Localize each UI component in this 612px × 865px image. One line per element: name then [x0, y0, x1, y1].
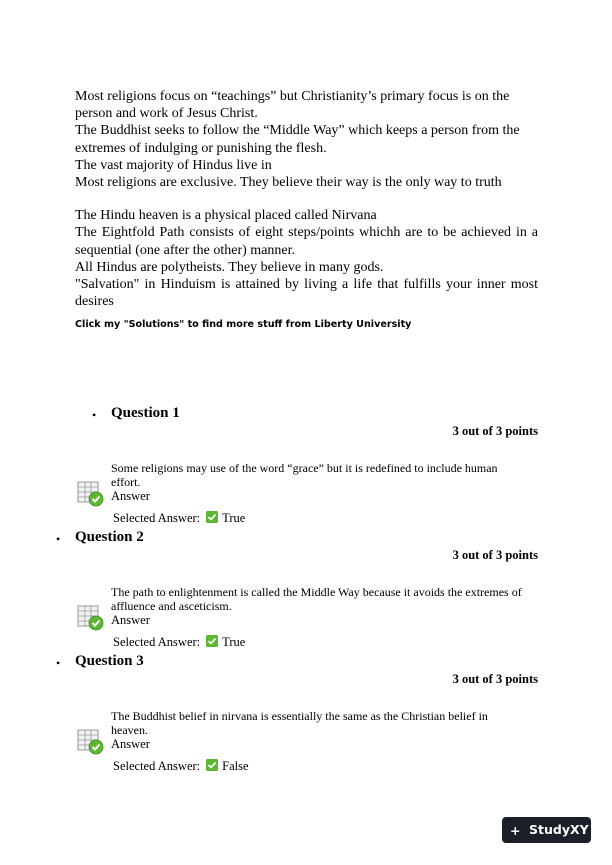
- graded-item-icon: [77, 604, 105, 632]
- selected-answer-label: Selected Answer:: [113, 635, 201, 649]
- bullet: •: [92, 408, 97, 422]
- intro-line: Most religions focus on “teachings” but Christianity’s primary focus is on the person and work of Jesus Christ.: [75, 89, 510, 122]
- question-text: The Buddhist belief in nirvana is essentially the same as the Christian belief in heaven.: [111, 709, 488, 737]
- intro-line: The Eightfold Path consists of eight steps/points whichh are to be achieved in a sequential (one after the other) manner.: [75, 225, 538, 258]
- selected-answer: [113, 511, 245, 526]
- selected-answer-value: False: [222, 759, 249, 773]
- correct-check-icon: [206, 635, 218, 647]
- selected-answer-label: Selected Answer:: [113, 511, 201, 525]
- bullet: •: [56, 656, 61, 670]
- intro-line: "Salvation" in Hinduism is attained by living a life that fulfills your inner most desires: [75, 277, 538, 310]
- selected-answer: [113, 759, 249, 774]
- plus-icon: +: [510, 823, 521, 838]
- bullet: •: [56, 532, 61, 546]
- studyxy-logo-text: StudyXY: [529, 822, 589, 837]
- answer-label: Answer: [111, 613, 150, 627]
- graded-item-icon: [77, 728, 105, 756]
- selected-answer-value: True: [222, 635, 246, 649]
- question-points: 3 out of 3 points: [452, 672, 538, 686]
- question-title: Question 1: [111, 405, 180, 421]
- intro-line: The vast majority of Hindus live in: [75, 157, 272, 173]
- question-points: 3 out of 3 points: [452, 424, 538, 438]
- question-title: Question 3: [75, 653, 144, 669]
- intro-line: Most religions are exclusive. They believe their way is the only way to truth: [75, 175, 502, 191]
- studyxy-badge[interactable]: [502, 817, 591, 843]
- question-title: Question 2: [75, 529, 144, 545]
- intro-line: The Buddhist seeks to follow the “Middle Way” which keeps a person from the extremes of indulging or punishing the flesh.: [75, 123, 520, 156]
- question-points: 3 out of 3 points: [452, 548, 538, 562]
- question-text: The path to enlightenment is called the Middle Way because it avoids the extremes of affluence and asceticism.: [111, 585, 522, 613]
- correct-check-icon: [206, 759, 218, 771]
- solutions-promo-text: Click my "Solutions" to find more stuff from Liberty University: [75, 319, 412, 330]
- selected-answer-label: Selected Answer:: [113, 759, 201, 773]
- answer-label: Answer: [111, 489, 150, 503]
- intro-line: All Hindus are polytheists. They believe in many gods.: [75, 259, 384, 275]
- graded-item-icon: [77, 480, 105, 508]
- intro-line: The Hindu heaven is a physical placed called Nirvana: [75, 208, 377, 224]
- selected-answer: [113, 635, 245, 650]
- correct-check-icon: [206, 511, 218, 523]
- selected-answer-value: True: [222, 511, 246, 525]
- question-text: Some religions may use of the word “grace” but it is redefined to include human effort.: [111, 461, 498, 489]
- answer-label: Answer: [111, 737, 150, 751]
- intro-text: [75, 88, 538, 310]
